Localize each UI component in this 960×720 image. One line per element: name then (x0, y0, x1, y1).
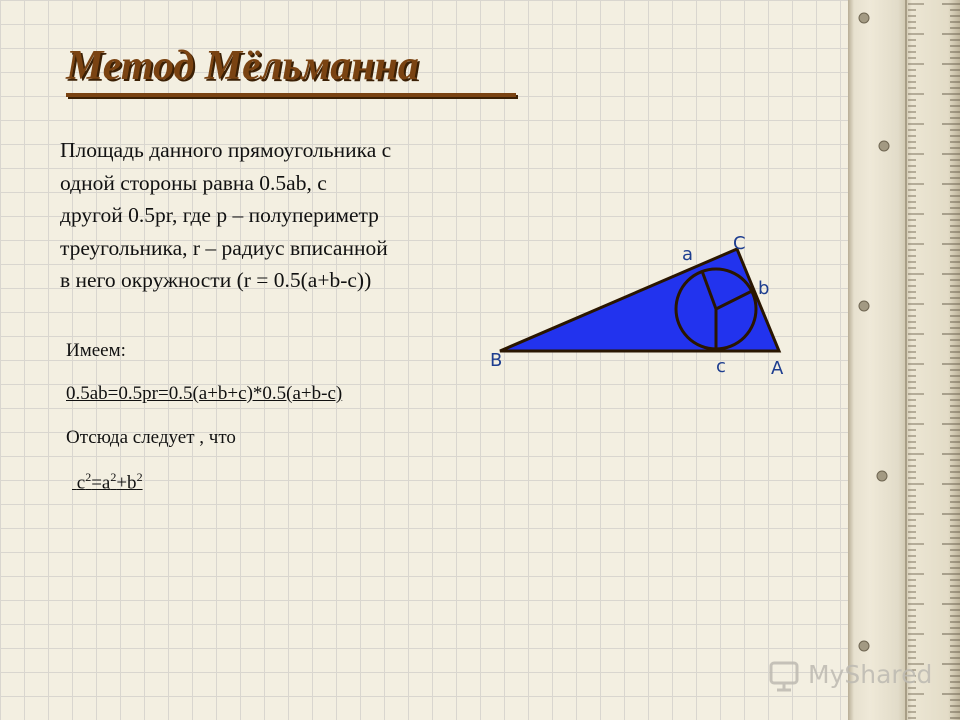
result-eq: =a (91, 472, 111, 494)
label-vertex-a: A (771, 358, 784, 379)
label-a: a (682, 244, 694, 265)
label-b: b (758, 278, 770, 299)
label-vertex-c: C (733, 233, 746, 254)
result-exp-3: 2 (136, 470, 143, 484)
area-equation: 0.5ab=0.5pr=0.5(a+b+c)*0.5(a+b-c) (66, 383, 343, 404)
slides-icon (768, 658, 802, 692)
have-label: Имеем: (66, 340, 126, 361)
paragraph-line: треугольника, r – радиус вписанной (60, 235, 388, 260)
description-paragraph (60, 134, 480, 297)
result-exp-2: 2 (110, 470, 117, 484)
paragraph-line: Площадь данного прямоугольника с (60, 138, 392, 162)
paragraph-line: одной стороны равна 0.5ab, с (60, 170, 327, 195)
conclusion-text: Отсюда следует , что (66, 427, 236, 448)
paragraph-line: другой 0.5pr, где p – полупериметр (60, 203, 379, 227)
title-underline (66, 93, 516, 97)
result-c: c (76, 472, 86, 494)
ruler-ticks (848, 0, 960, 720)
ruler-decoration (848, 0, 960, 720)
label-vertex-b: B (490, 350, 503, 371)
watermark-text: MyShared (808, 660, 933, 689)
paragraph-line: в него окружности (r = 0.5(a+b-c)) (60, 268, 372, 292)
triangle-figure (490, 225, 800, 385)
label-c: c (716, 356, 726, 377)
pythagorean-result (72, 470, 143, 494)
watermark-logo (768, 656, 933, 696)
result-exp-1: 2 (85, 470, 92, 484)
result-plus: +b (116, 472, 137, 494)
page-title: Метод Мёльманна (66, 43, 419, 89)
